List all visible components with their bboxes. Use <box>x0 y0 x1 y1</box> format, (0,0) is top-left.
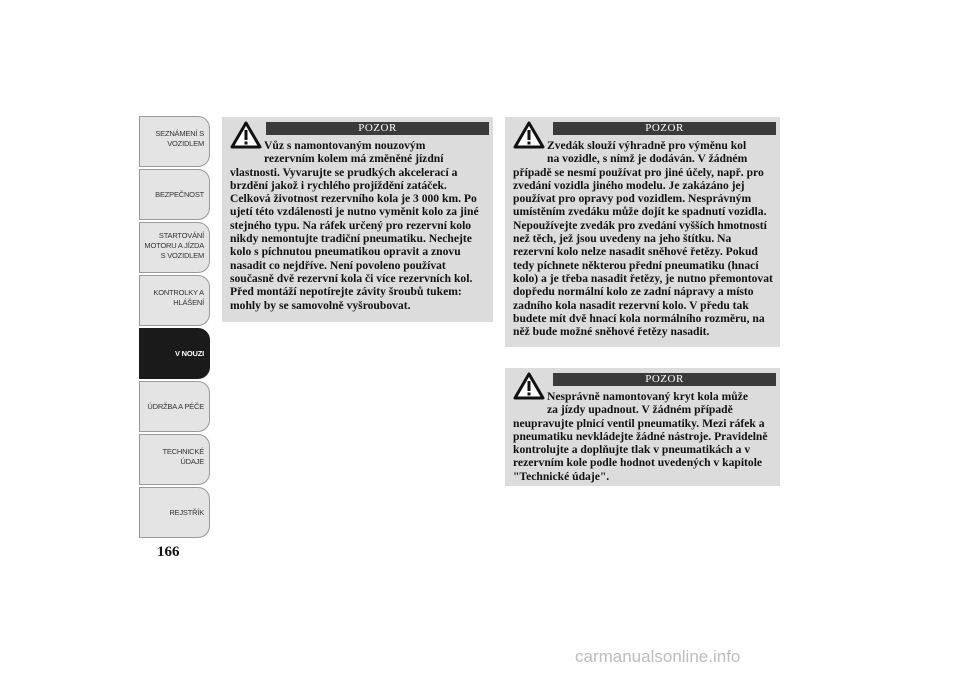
chapter-tab-4[interactable] <box>139 275 210 326</box>
chapter-tab-label: SEZNÁMENÍ S <box>155 129 204 138</box>
warning-title: POZOR <box>266 122 489 135</box>
warning-box-spare-wheel <box>222 117 493 322</box>
chapter-tab-7[interactable] <box>139 434 210 485</box>
chapter-tab-3[interactable] <box>139 222 210 273</box>
warning-box-jack <box>505 117 780 347</box>
chapter-tab-label: HLÁŠENÍ <box>173 298 204 307</box>
chapter-tab-6[interactable] <box>139 381 210 432</box>
warning-line-1: Zvedák slouží výhradně pro výměnu kol <box>547 139 747 152</box>
warning-line-2: za jízdy upadnout. V žádném případě <box>547 403 733 417</box>
chapter-tab-1[interactable] <box>139 116 210 167</box>
warning-text <box>230 139 487 312</box>
warning-body: vlastnosti. Vyvarujte se prudkých akcelerací a brzdění jakož i rychlého projíždění zatáček. Celková životnost rezervního kola je 3 000 km. Po ujetí této vzdálenosti je nutno vyměnit kolo za jiné stejného typu. Na ráfek určený pro rezervní kolo nikdy nemontujte tradiční pneumatiku. Nechejte kolo s píchnutou pneumatikou opravit a znovu nasadit co nejdříve. Není povoleno používat současně dvě rezervní kola či více rezervních kol. Před montáží nepotírejte závity šroubů tukem: mohly by se samovolně vyšroubovat. <box>230 165 479 312</box>
warning-title: POZOR <box>553 122 776 135</box>
warning-line-2: rezervním kolem má změněné jízdní <box>264 152 444 166</box>
chapter-tab-8[interactable] <box>139 487 210 538</box>
chapter-tab-label: KONTROLKY A <box>153 288 204 297</box>
warning-body: neupravujte plnicí ventil pneumatiky. Mezi ráfek a pneumatiku nevkládejte žádné nástroje. Pravidelně kontrolujte a doplňujte tlak v pneumatikách a v rezervním kole podle hodnot uvedených v kapitole "Technické údaje". <box>513 416 768 483</box>
page-number: 166 <box>157 544 180 560</box>
warning-title: POZOR <box>553 373 776 386</box>
warning-text <box>513 139 774 338</box>
chapter-tab-label: BEZPEČNOST <box>155 190 204 199</box>
chapter-tab-label: V NOUZI <box>174 349 204 358</box>
chapter-tab-label: ÚDAJE <box>180 457 204 466</box>
chapter-tab-label: ÚDRŽBA A PÉČE <box>147 402 204 411</box>
warning-text <box>513 390 774 483</box>
chapter-tab-label: TECHNICKÉ <box>162 447 204 456</box>
chapter-tab-label: S VOZIDLEM <box>160 251 204 260</box>
chapter-tabs <box>139 116 210 540</box>
warning-line-1: Nesprávně namontovaný kryt kola může <box>547 390 748 403</box>
chapter-tab-2[interactable] <box>139 169 210 220</box>
warning-line-2: na vozidle, s nímž je dodáván. V žádném <box>547 152 748 166</box>
chapter-tab-label: VOZIDLEM <box>167 139 204 148</box>
warning-body: případě se nesmí používat pro jiné účely, např. pro zvedání vozidla jiného modelu. Je zakázáno jej používat pro opravy pod vozidlem. Nesprávným umístěním zvedáku může dojít ke spadnutí vozidla. Nepoužívejte zvedák pro zvedání vyšších hmotností než těch, jež jsou uvedeny na jeho štítku. Na rezervní kolo nelze nasadit sněhové řetězy. Pokud tedy píchnete některou přední pneumatiku (hnací kolo) a je třeba nasadit řetězy, je nutno přemontovat dopředu normální kolo ze zadní nápravy a místo zadního kola nasadit rezervní kolo. V předu tak budete mít dvě hnací kola normálního rozměru, na něž bude možné sněhové řetězy nasadit. <box>513 165 773 339</box>
warning-box-wheel-cover <box>505 368 780 486</box>
watermark: carmanualsonline.info <box>575 647 741 666</box>
warning-line-1: Vůz s namontovaným nouzovým <box>264 139 426 152</box>
chapter-tab-label: REJSTŘÍK <box>169 508 204 517</box>
chapter-tab-5[interactable] <box>139 328 210 379</box>
chapter-tab-label: STARTOVÁNÍ <box>158 231 204 240</box>
chapter-tab-label: MOTORU A JÍZDA <box>144 241 204 250</box>
